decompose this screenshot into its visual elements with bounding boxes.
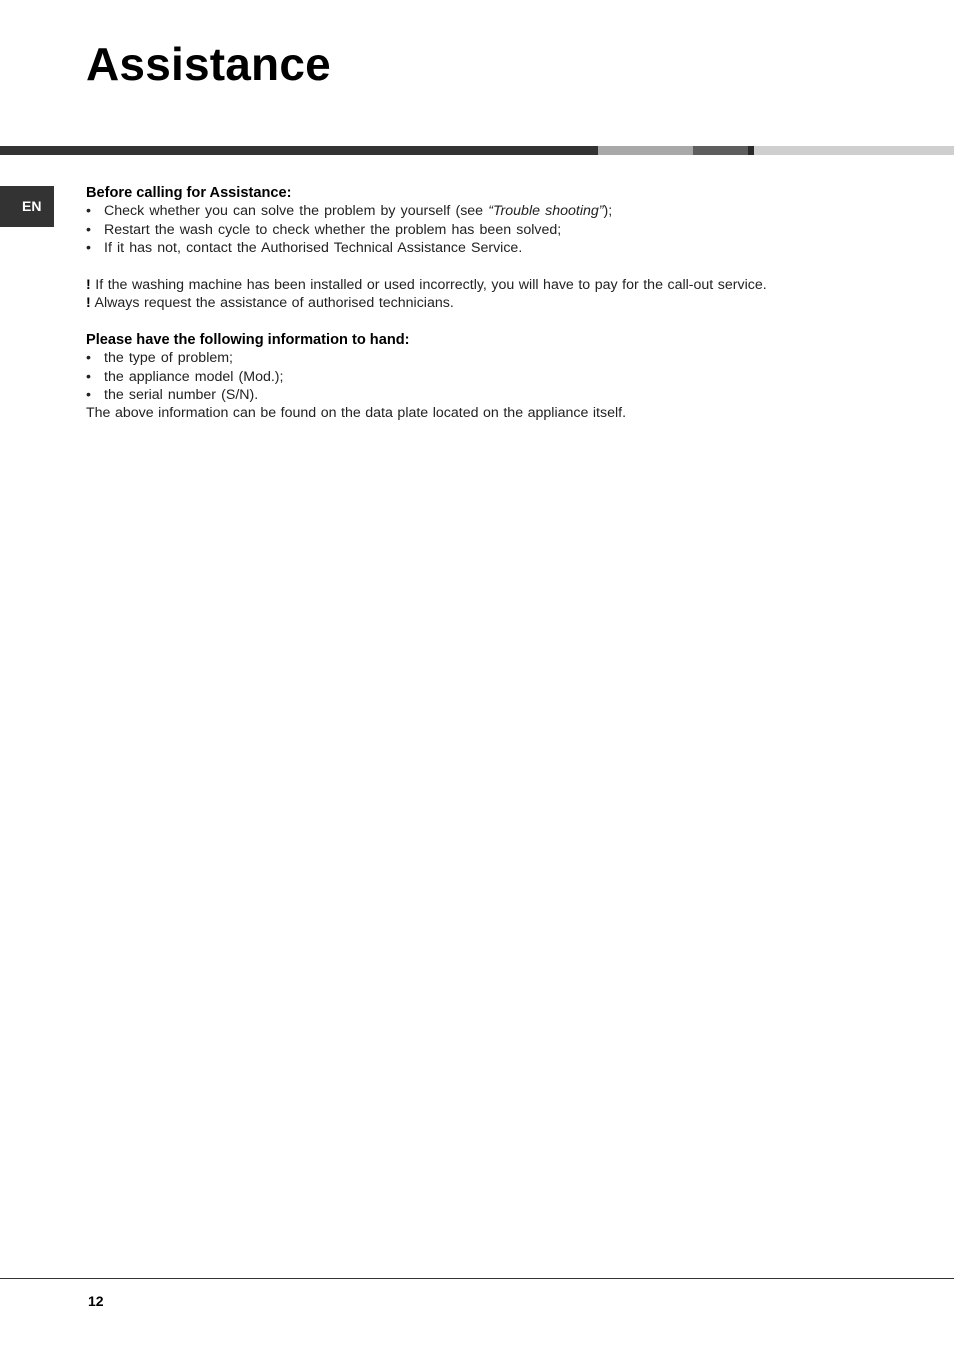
list-item-suffix: ); bbox=[603, 203, 613, 220]
trouble-shooting-reference: “Trouble shooting” bbox=[488, 203, 604, 220]
header-bar-dark-segment bbox=[0, 146, 598, 155]
header-bar-darkgrey-segment bbox=[693, 146, 748, 155]
page-number: 12 bbox=[88, 1293, 104, 1309]
header-bar-grey-segment bbox=[598, 146, 693, 155]
list-item bbox=[86, 202, 818, 220]
list-item bbox=[86, 368, 818, 386]
list-item bbox=[86, 349, 818, 367]
warning-note-text: Always request the assistance of authorised technicians. bbox=[94, 295, 454, 312]
spacer bbox=[86, 313, 818, 331]
list-item bbox=[86, 239, 818, 257]
list-item-text: the type of problem; bbox=[104, 350, 233, 367]
data-plate-footnote: The above information can be found on the data plate located on the appliance itself. bbox=[86, 405, 627, 422]
list-item-text: the serial number (S/N). bbox=[104, 387, 259, 404]
list-item-text: Restart the wash cycle to check whether the problem has been solved; bbox=[104, 221, 562, 238]
before-calling-heading: Before calling for Assistance: bbox=[86, 185, 292, 201]
bullet-icon: • bbox=[86, 350, 91, 367]
list-item-text: Check whether you can solve the problem by yourself (see bbox=[104, 203, 489, 220]
info-to-hand-heading: Please have the following information to hand: bbox=[86, 331, 410, 348]
bullet-icon: • bbox=[86, 221, 91, 238]
list-item bbox=[86, 386, 818, 404]
warning-mark-icon: ! bbox=[86, 295, 91, 312]
list-item-text: the appliance model (Mod.); bbox=[104, 368, 284, 385]
info-to-hand-list bbox=[86, 349, 818, 404]
header-bar-light-segment bbox=[754, 146, 954, 155]
before-calling-list bbox=[86, 202, 818, 257]
bullet-icon: • bbox=[86, 240, 91, 257]
header-color-bar bbox=[0, 146, 954, 155]
footer-divider bbox=[0, 1278, 954, 1279]
bullet-icon: • bbox=[86, 387, 91, 404]
list-item bbox=[86, 221, 818, 239]
spacer bbox=[86, 258, 818, 276]
warning-note bbox=[86, 294, 818, 312]
warning-note bbox=[86, 276, 818, 294]
bullet-icon: • bbox=[86, 203, 91, 220]
language-tab: EN bbox=[0, 186, 54, 227]
page-title: Assistance bbox=[86, 38, 331, 90]
bullet-icon: • bbox=[86, 368, 91, 385]
main-content bbox=[86, 184, 818, 423]
warning-note-text: If the washing machine has been installed or used incorrectly, you will have to pay for the call-out service. bbox=[95, 277, 767, 294]
warning-mark-icon: ! bbox=[86, 277, 91, 294]
list-item-text: If it has not, contact the Authorised Technical Assistance Service. bbox=[104, 240, 523, 257]
